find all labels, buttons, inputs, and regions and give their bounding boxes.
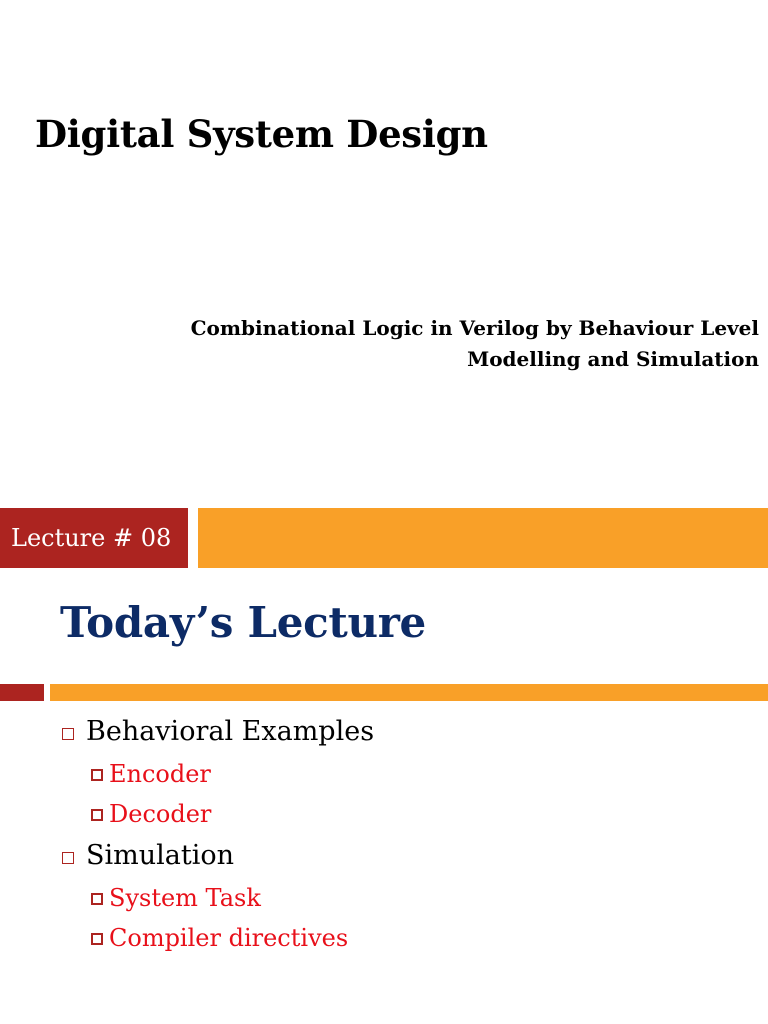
subtitle-line-1: Combinational Logic in Verilog by Behaviour Level	[190, 316, 759, 340]
lecture-number-badge: Lecture # 08	[0, 508, 188, 568]
sub-bullet-label: Compiler directives	[109, 924, 349, 952]
bullet-label: Behavioral Examples	[86, 716, 375, 747]
hollow-square-bullet-icon	[62, 728, 74, 740]
sub-bullet-item	[91, 884, 261, 912]
subtitle-line-2: Modelling and Simulation	[467, 347, 759, 371]
bullet-item	[62, 840, 234, 871]
presentation-title: Digital System Design	[35, 112, 488, 156]
square-bullet-icon	[91, 933, 103, 945]
bullet-item	[62, 716, 374, 747]
sub-bullet-item	[91, 800, 211, 828]
sub-bullet-item	[91, 924, 348, 952]
orange-accent-bar	[50, 684, 768, 701]
sub-bullet-item	[91, 760, 211, 788]
sub-bullet-label: Encoder	[109, 760, 211, 788]
square-bullet-icon	[91, 893, 103, 905]
presentation-subtitle	[139, 313, 759, 375]
square-bullet-icon	[91, 809, 103, 821]
sub-bullet-label: Decoder	[109, 800, 212, 828]
sub-bullet-label: System Task	[109, 884, 261, 912]
red-accent-bar	[0, 684, 44, 701]
orange-accent-band	[198, 508, 768, 568]
bullet-label: Simulation	[86, 840, 234, 871]
hollow-square-bullet-icon	[62, 852, 74, 864]
slide-title: Today’s Lecture	[60, 598, 426, 647]
square-bullet-icon	[91, 769, 103, 781]
